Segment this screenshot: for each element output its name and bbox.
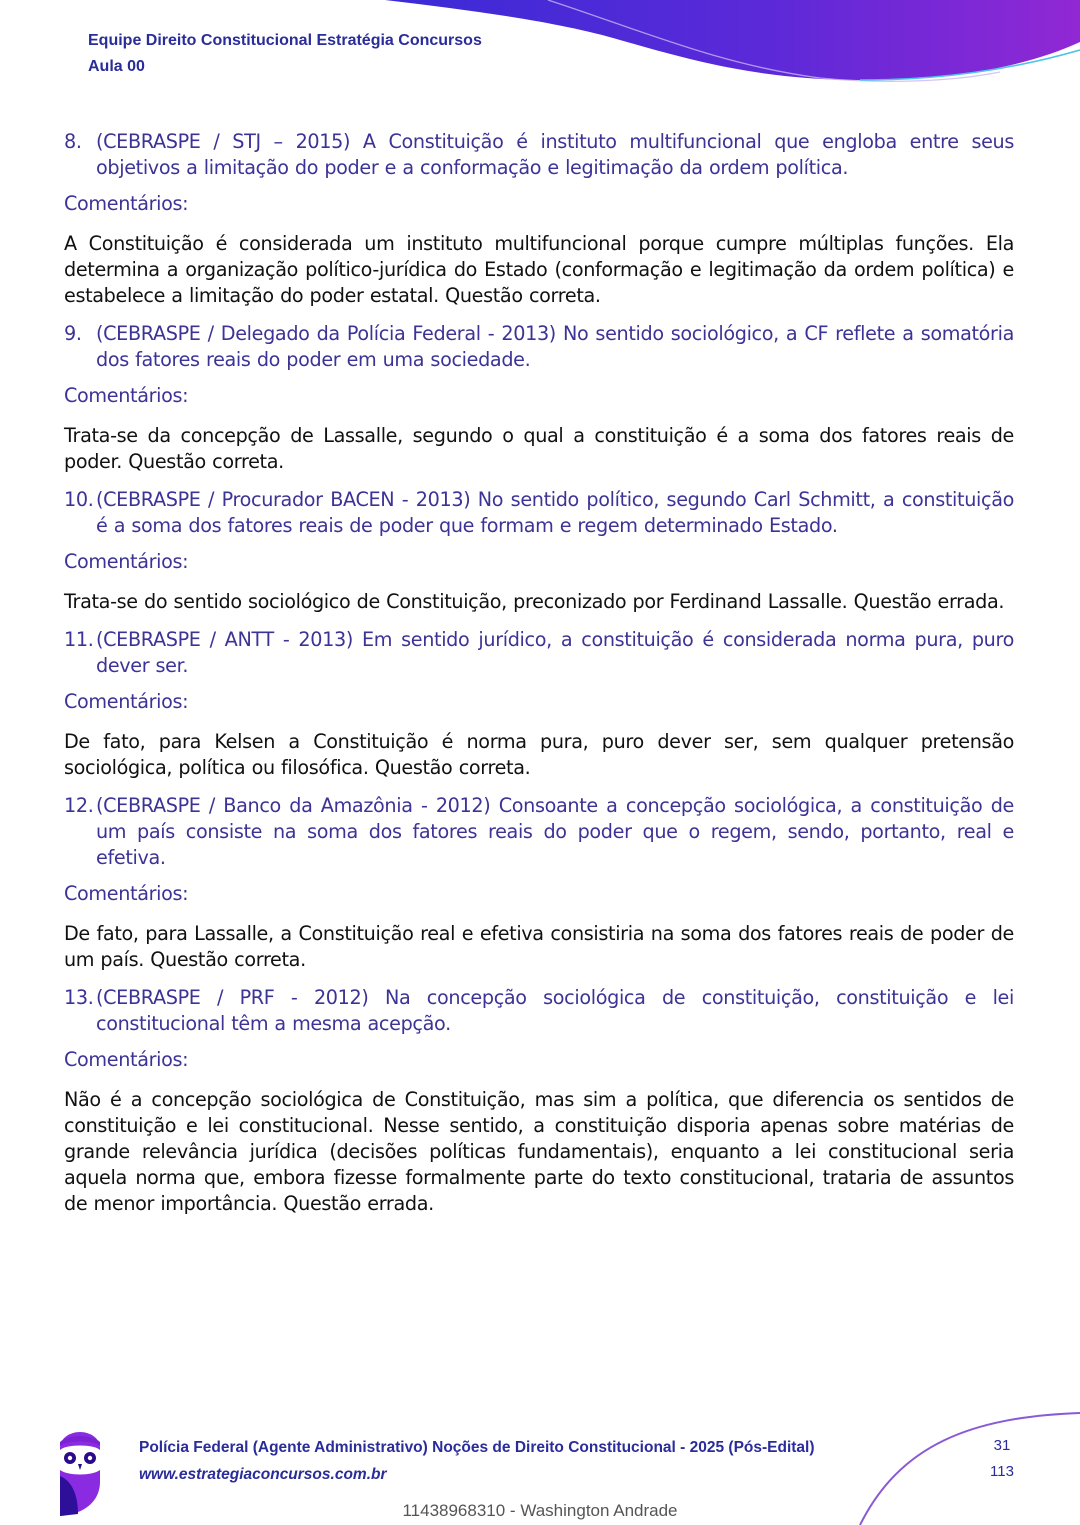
question-number: 12. <box>64 794 94 817</box>
comments-label: Comentários: <box>64 550 189 573</box>
answer-text: De fato, para Kelsen a Constituição é norma pura, puro dever ser, sem qualquer pretensão sociológica, política ou filosófica. Questão correta. <box>64 730 1014 779</box>
question-statement <box>64 627 1014 679</box>
comments-label: Comentários: <box>64 1048 189 1071</box>
question-text: (CEBRASPE / ANTT - 2013) Em sentido jurídico, a constituição é considerada norma pura, puro dever ser. <box>96 628 1014 677</box>
question-block <box>64 129 1014 309</box>
footer-website-link[interactable]: www.estrategiaconcursos.com.br <box>139 1466 387 1483</box>
question-statement <box>64 321 1014 373</box>
page-number-total: 113 <box>990 1463 1014 1480</box>
answer-text: A Constituição é considerada um instituto multifuncional porque cumpre múltiplas funções. Ela determina a organização político-jurídica do Estado (conformação e legitimação da ordem política) e estabelece a limitação do poder estatal. Questão correta. <box>64 232 1014 307</box>
question-statement <box>64 487 1014 539</box>
comments-label: Comentários: <box>64 384 189 407</box>
answer-text: Não é a concepção sociológica de Constituição, mas sim a política, que diferencia os sentidos de constituição e lei constitucional. Nesse sentido, a constituição disporia apenas sobre matérias de grande relevância jurídica (decisões políticas fundamentais), enquanto a lei constitucional seria aquela norma que, embora fizesse formalmente parte do texto constitucional, trataria de assuntos de menor importância. Questão errada. <box>64 1088 1014 1215</box>
user-watermark: 11438968310 - Washington Andrade <box>402 1501 678 1520</box>
comments-label: Comentários: <box>64 690 189 713</box>
question-statement <box>64 793 1014 871</box>
question-text: (CEBRASPE / Procurador BACEN - 2013) No sentido político, segundo Carl Schmitt, a constituição é a soma dos fatores reais de poder que formam e regem determinado Estado. <box>96 488 1014 537</box>
answer-text: Trata-se da concepção de Lassalle, segundo o qual a constituição é a soma dos fatores reais de poder. Questão correta. <box>64 424 1014 473</box>
question-statement <box>64 129 1014 181</box>
question-block <box>64 793 1014 973</box>
footer-course-title: Polícia Federal (Agente Administrativo) Noções de Direito Constitucional - 2025 (Pós-Edital) <box>139 1439 815 1456</box>
question-number: 11. <box>64 628 94 651</box>
page-number-current: 31 <box>993 1437 1011 1454</box>
question-text: (CEBRASPE / Delegado da Polícia Federal - 2013) No sentido sociológico, a CF reflete a somatória dos fatores reais do poder em uma sociedade. <box>96 322 1014 371</box>
header-lesson: Aula 00 <box>88 58 145 75</box>
question-number: 13. <box>64 986 94 1009</box>
question-text: (CEBRASPE / PRF - 2012) Na concepção sociológica de constituição, constituição e lei constitucional têm a mesma acepção. <box>96 986 1014 1035</box>
page-header <box>88 28 482 80</box>
question-statement <box>64 985 1014 1037</box>
question-text: (CEBRASPE / STJ – 2015) A Constituição é instituto multifuncional que engloba entre seus objetivos a limitação do poder e a conformação e legitimação da ordem política. <box>96 130 1014 179</box>
answer-text: Trata-se do sentido sociológico de Constituição, preconizado por Ferdinand Lassalle. Questão errada. <box>64 590 1005 613</box>
comments-label: Comentários: <box>64 882 189 905</box>
header-team: Equipe Direito Constitucional Estratégia Concursos <box>88 32 482 49</box>
answer-text: De fato, para Lassalle, a Constituição real e efetiva consistiria na soma dos fatores reais de poder de um país. Questão correta. <box>64 922 1014 971</box>
comments-label: Comentários: <box>64 192 189 215</box>
questions-list <box>64 129 1014 1229</box>
question-block <box>64 487 1014 615</box>
question-block <box>64 321 1014 475</box>
question-text: (CEBRASPE / Banco da Amazônia - 2012) Consoante a concepção sociológica, a constituição de um país consiste na soma dos fatores reais do poder que o regem, sendo, portanto, real e efetiva. <box>96 794 1014 869</box>
question-number: 8. <box>64 130 82 153</box>
question-block <box>64 985 1014 1217</box>
question-number: 9. <box>64 322 82 345</box>
question-block <box>64 627 1014 781</box>
question-number: 10. <box>64 488 94 511</box>
